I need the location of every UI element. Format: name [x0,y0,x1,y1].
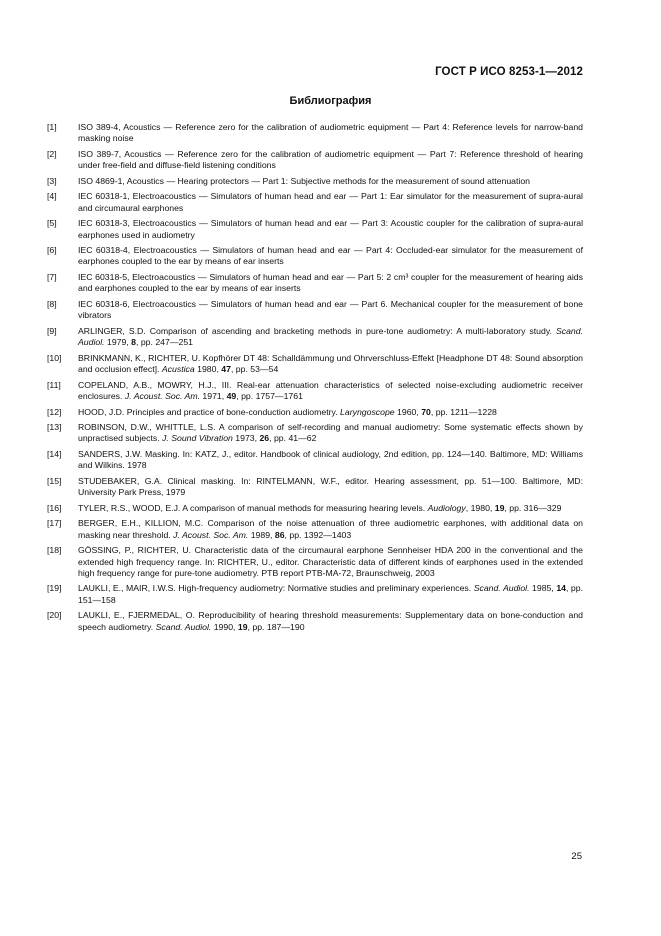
reference-item [47,610,583,633]
journal-name: Scand. Audiol. [78,325,583,348]
reference-item [47,191,583,214]
reference-year: 1973, [232,433,260,444]
reference-body: ARLINGER, S.D. Comparison of ascending and bracketing methods in pure-tone audiometry: A multi-laboratory study. [78,325,556,336]
reference-pages: , pp. 247—251 [136,337,193,348]
volume-number: 70 [421,406,431,417]
volume-number: 47 [221,364,231,375]
reference-body: LAUKLI, E., MAIR, I.W.S. High-frequency audiometry: Normative studies and preliminary experiences. [78,583,474,594]
reference-item [47,176,583,187]
reference-text: ISO 389-7, Acoustics — Reference zero for the calibration of audiometric equipment — Part 7: Reference threshold of hearing under free-field and diffuse-field listening conditions [78,148,583,171]
reference-item [47,353,583,376]
reference-year: 1979, [104,337,132,348]
reference-text: IEC 60318-1, Electroacoustics — Simulators of human head and ear — Part 1: Ear simulator for the measurement of supra-aural and circumaural earphones [78,191,583,213]
reference-text: ISO 389-4, Acoustics — Reference zero for the calibration of audiometric equipment — Part 4: Reference levels for narrow-band masking noise [78,122,583,144]
reference-year: 1971, [200,390,227,401]
reference-body: HOOD, J.D. Principles and practice of bone-conduction audiometry. [78,406,341,417]
reference-item [47,218,583,241]
reference-item [47,476,583,499]
journal-name: Scand. Audiol. [473,583,530,594]
journal-name: J. Acoust. Soc. Am. [124,390,200,401]
reference-number: [13] [47,422,62,433]
reference-text: GÖSSING, P., RICHTER, U. Characteristic data of the circumaural earphone Sennheiser HDA 200 in the conventional and the extended high frequency range. In: RICHTER, U., editor. Characteristic data of different kinds of earphones used in the extended high frequency range for pure-tone audiometry. PTB report PTB-MA-72, Braunschweig, 2003 [78,545,583,578]
reference-text: STUDEBAKER, G.A. Clinical masking. In: RINTELMANN, W.F., editor. Hearing assessment, pp. 51—100. Baltimore, MD: University Park Press, 1979 [78,475,583,498]
reference-item [47,449,583,472]
reference-item [47,407,583,418]
reference-number: [9] [47,325,57,336]
journal-name: Acustica [161,364,195,375]
reference-text: IEC 60318-4, Electroacoustics — Simulators of human head and ear — Part 4: Occluded-ear simulator for the measurement of earphones coupled to the ear by means of ear inserts [78,245,583,267]
reference-pages: , pp. 151—158 [78,583,583,605]
reference-list [47,122,583,637]
reference-body: BERGER, E.H., KILLION, M.C. Comparison of the noise attenuation of three audiometric earphones, with additional data on masking near threshold. [78,518,583,540]
reference-item [47,149,583,172]
reference-body: COPELAND, A.B., MOWRY, H.J., III. Real-ear attenuation characteristics of selected noise-excluding audiometric receiver enclosures. [78,379,583,401]
reference-pages: , pp. 1757—1761 [236,390,303,401]
reference-number: [10] [47,352,62,363]
reference-number: [16] [47,502,62,513]
reference-text [78,326,583,349]
reference-text: IEC 60318-5, Electroacoustics — Simulators of human head and ear — Part 5: 2 cm³ coupler for the measurement of hearing aids and earphones coupled to the ear by means of ear inserts [78,272,583,294]
reference-text [78,583,583,606]
journal-name: Scand. Audiol. [155,621,212,632]
reference-year: 1990, [211,621,238,632]
reference-text: IEC 60318-3, Electroacoustics — Simulators of human head and ear — Part 3: Acoustic coupler for the calibration of supra-aural earphones used in audiometry [78,218,583,240]
reference-number: [2] [47,148,57,159]
reference-text [78,407,583,418]
reference-text: SANDERS, J.W. Masking. In: KATZ, J., editor. Handbook of clinical audiology, 2nd edition, pp. 124—140. Baltimore, MD: Williams and Wilkins. 1978 [78,448,583,471]
reference-number: [4] [47,191,57,202]
reference-text: IEC 60318-6, Electroacoustics — Simulators of human head and ear — Part 6. Mechanical coupler for the measurement of bone vibrators [78,298,583,321]
volume-number: 8 [131,337,136,348]
reference-text [78,610,583,633]
reference-number: [14] [47,448,62,459]
reference-number: [12] [47,406,62,417]
reference-item [47,503,583,514]
bibliography-title: Библиография [289,95,372,107]
reference-item [47,272,583,295]
reference-pages: , pp. 316—329 [504,502,562,513]
page-number: 25 [571,851,582,862]
reference-year: 1985, [529,583,557,594]
reference-number: [17] [47,518,62,529]
volume-number: 86 [274,529,285,540]
reference-text [78,518,583,541]
reference-text [78,422,583,445]
volume-number: 26 [259,433,270,444]
reference-pages: , pp. 1211—1228 [430,406,497,417]
volume-number: 19 [237,621,248,632]
reference-number: [15] [47,475,62,486]
reference-body: ROBINSON, D.W., WHITTLE, L.S. A comparison of self-recording and manual audiometry: Some systematic effects shown by unpractised subjects. [78,422,583,444]
reference-item [47,299,583,322]
reference-item [47,326,583,349]
reference-text [78,353,583,376]
standard-designation: ГОСТ Р ИСО 8253-1—2012 [435,66,583,78]
journal-name: J. Sound Vibration [162,433,233,444]
reference-number: [1] [47,122,57,132]
reference-item [47,422,583,445]
reference-pages: , pp. 41—62 [269,433,317,444]
reference-number: [20] [47,610,62,621]
journal-name: Audiology [427,502,466,513]
reference-item [47,122,583,145]
reference-number: [3] [47,175,57,186]
reference-number: [19] [47,583,62,594]
reference-item [47,583,583,606]
volume-number: 19 [494,502,505,513]
reference-text: ISO 4869-1, Acoustics — Hearing protectors — Part 1: Subjective methods for the measurement of sound attenuation [78,175,530,186]
reference-number: [6] [47,245,57,256]
reference-year: 1960, [394,406,422,417]
volume-number: 49 [226,390,237,401]
journal-name: Laryngoscope [340,406,395,417]
reference-text [78,503,583,514]
reference-pages: , pp. 1392—1403 [284,529,352,540]
journal-name: J. Acoust. Soc. Am. [173,529,249,540]
reference-number: [5] [47,218,57,229]
reference-year: , 1980, [465,502,495,513]
reference-pages: , pp. 187—190 [247,621,305,632]
reference-item [47,518,583,541]
reference-number: [7] [47,272,57,283]
reference-pages: , pp. 53—54 [230,364,279,375]
reference-text [78,380,583,403]
reference-number: [18] [47,545,62,556]
reference-item [47,245,583,268]
reference-body: BRINKMANN, K., RICHTER, U. Kopfhörer DT 48: Schalldämmung und Ohrverschluss-Effekt [Headphone DT 48: Sound absorption and occlusion effect]. [78,352,583,375]
reference-number: [11] [47,379,61,390]
reference-item [47,380,583,403]
reference-body: LAUKLI, E., FJERMEDAL, O. Reproducibility of hearing threshold measurements: Supplementary data on bone-conduction and speech audiometry. [78,610,583,632]
reference-body: TYLER, R.S., WOOD, E.J. A comparison of manual methods for measuring hearing levels. [78,502,428,513]
reference-item [47,545,583,579]
reference-year: 1980, [194,364,222,375]
reference-number: [8] [47,298,57,309]
volume-number: 14 [556,583,566,594]
reference-year: 1989, [248,529,275,540]
